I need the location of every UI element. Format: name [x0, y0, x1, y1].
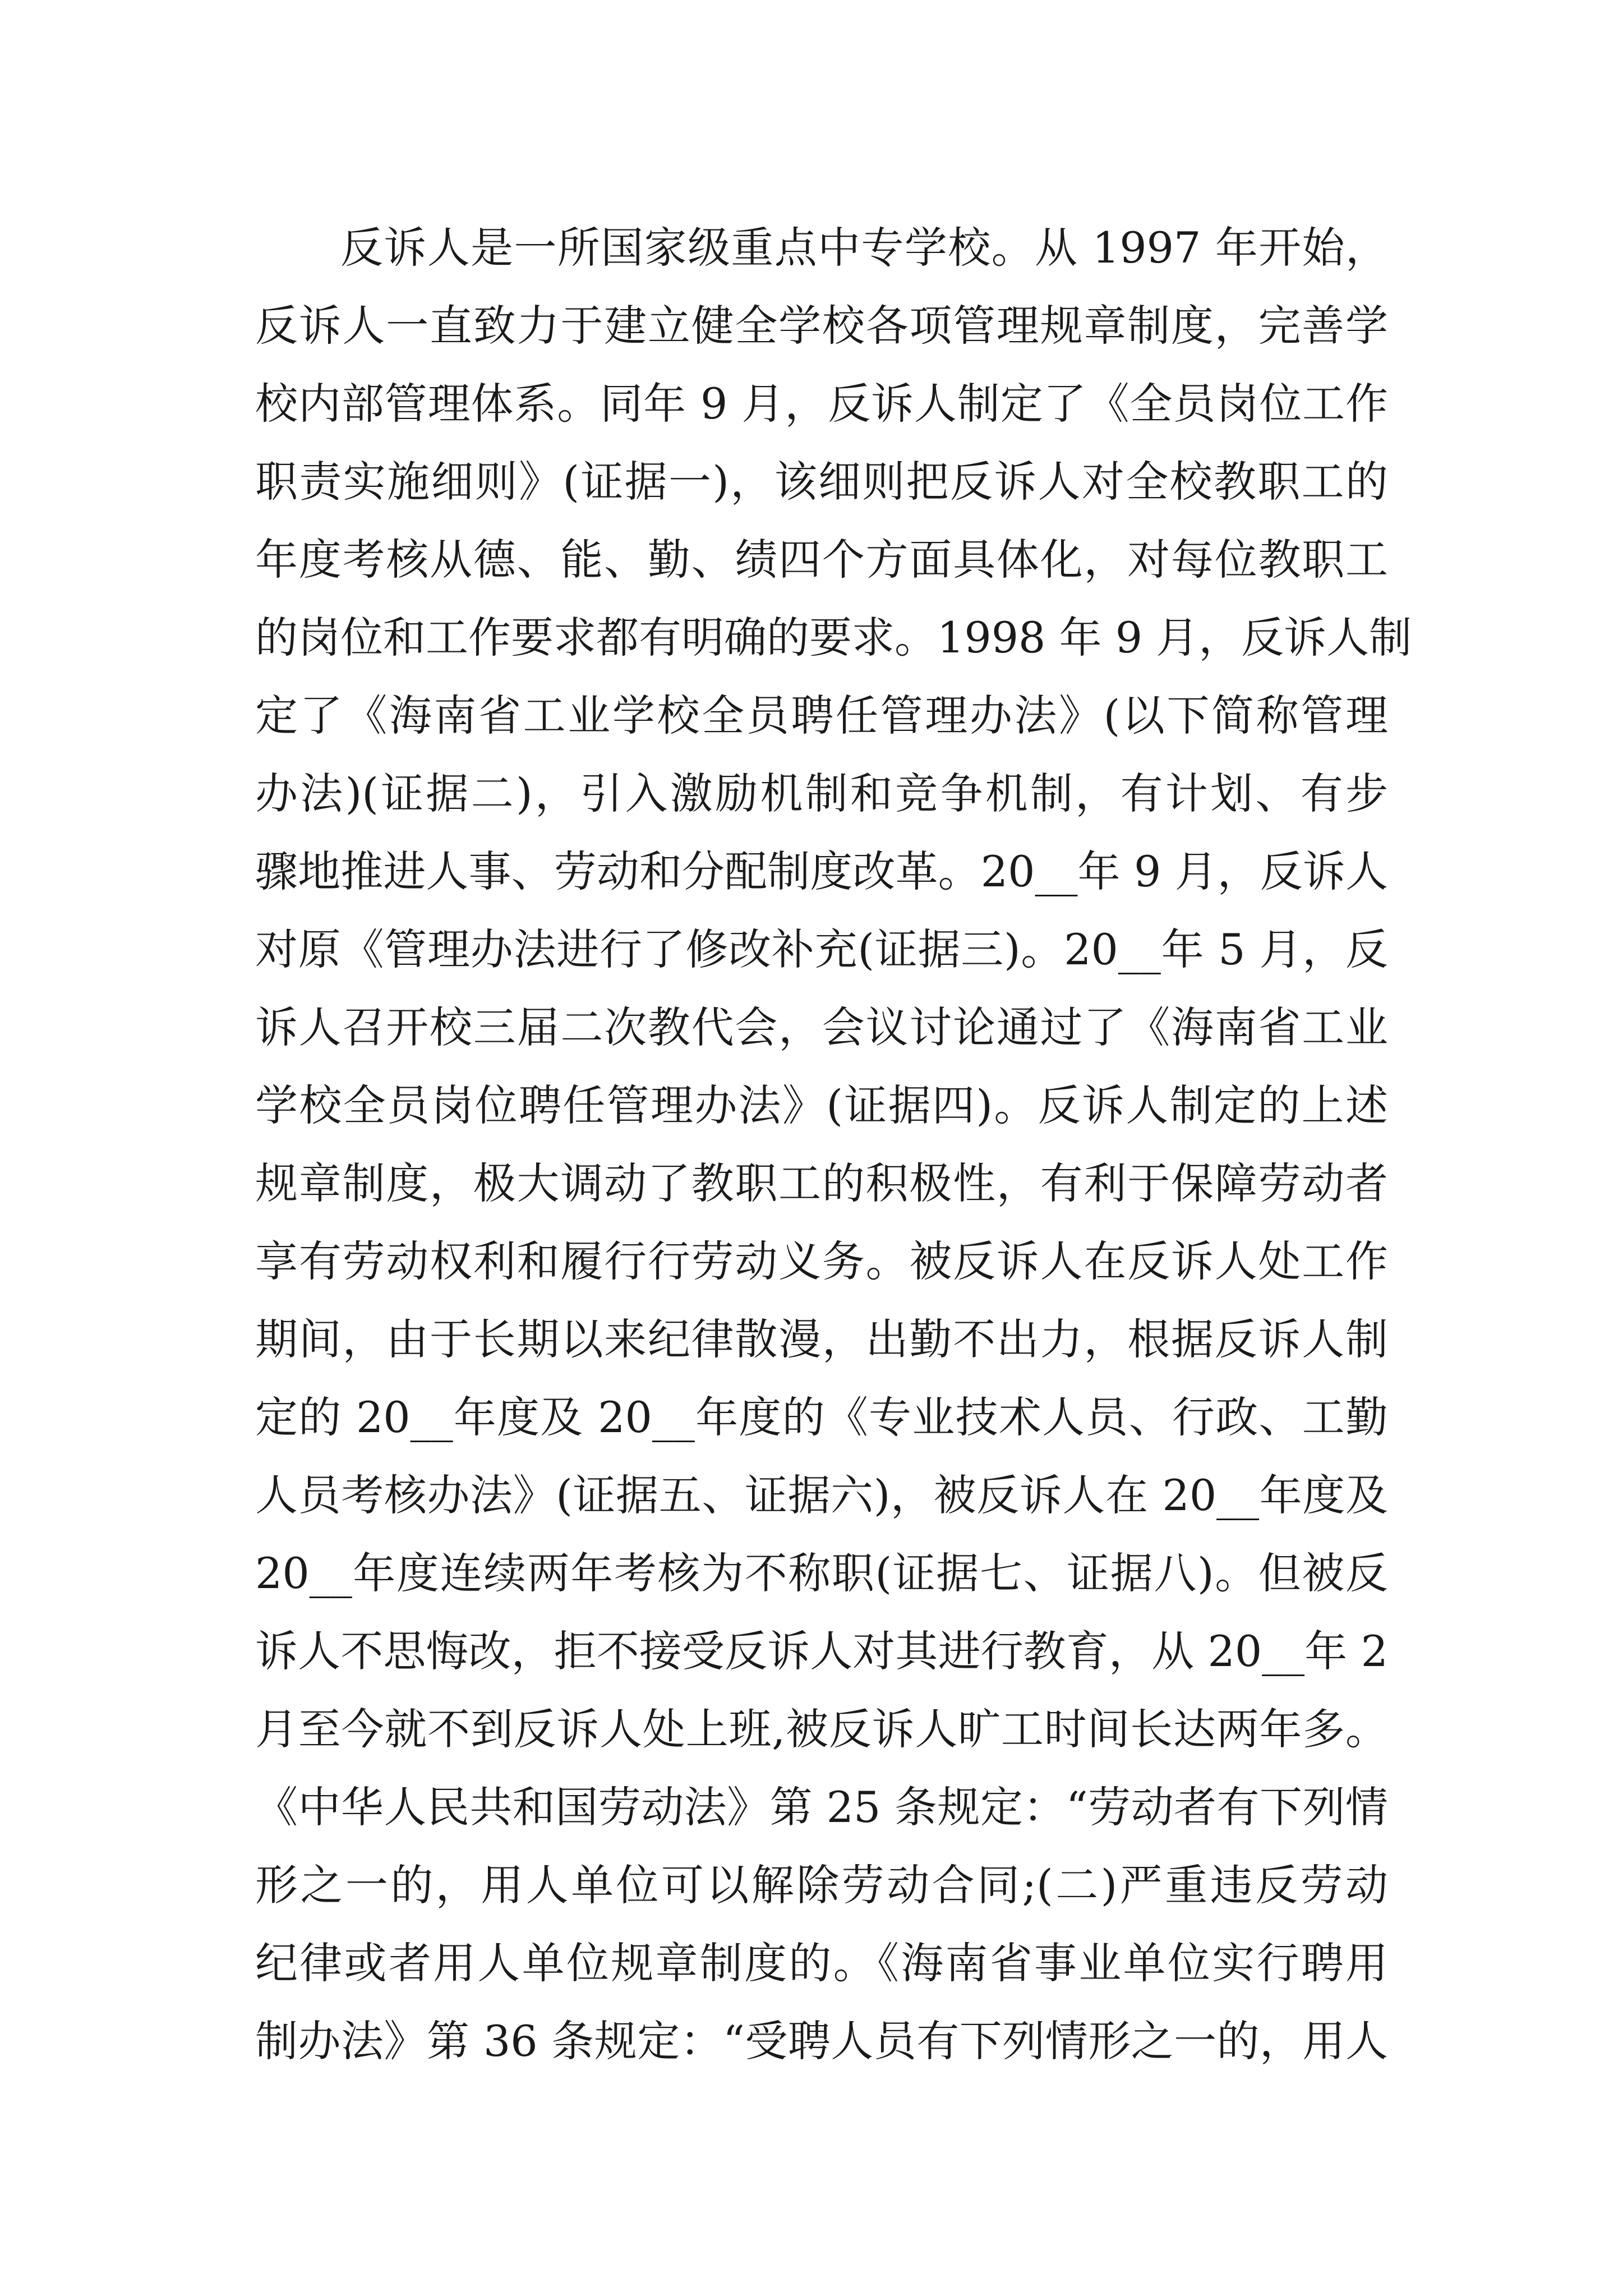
text-line: 期间，由于长期以来纪律散漫，出勤不出力，根据反诉人制	[255, 1314, 1388, 1364]
body-paragraph	[255, 209, 1412, 2080]
text-line: 纪律或者用人单位规章制度的。《海南省事业单位实行聘用	[255, 1938, 1388, 1988]
text-line: 月至今就不到反诉人处上班,被反诉人旷工时间长达两年多。	[255, 1704, 1388, 1754]
text-line: 年度考核从德、能、勤、绩四个方面具体化，对每位教职工	[255, 535, 1388, 585]
text-line: 制办法》第 36 条规定：“受聘人员有下列情形之一的，用人	[255, 2016, 1388, 2066]
text-line: 反诉人一直致力于建立健全学校各项管理规章制度，完善学	[255, 301, 1388, 351]
text-line: 的岗位和工作要求都有明确的要求。1998 年 9 月，反诉人制	[255, 613, 1412, 662]
text-line: 对原《管理办法进行了修改补充(证据三)。20__年 5 月，反	[255, 924, 1388, 974]
text-line: 形之一的，用人单位可以解除劳动合同;(二)严重违反劳动	[255, 1860, 1388, 1910]
text-line: 反诉人是一所国家级重点中专学校。从 1997 年开始，	[340, 223, 1388, 273]
text-line: 骤地推进人事、劳动和分配制度改革。20__年 9 月，反诉人	[255, 846, 1388, 896]
text-line: 20__年度连续两年考核为不称职(证据七、证据八)。但被反	[255, 1548, 1388, 1598]
text-line: 人员考核办法》(证据五、证据六)，被反诉人在 20__年度及	[255, 1470, 1388, 1520]
text-line: 享有劳动权利和履行行劳动义务。被反诉人在反诉人处工作	[255, 1236, 1388, 1286]
text-line: 诉人召开校三届二次教代会，会议讨论通过了《海南省工业	[255, 1002, 1388, 1052]
text-line: 定的 20__年度及 20__年度的《专业技术人员、行政、工勤	[255, 1392, 1388, 1442]
text-line: 《中华人民共和国劳动法》第 25 条规定：“劳动者有下列情	[255, 1782, 1388, 1832]
text-line: 学校全员岗位聘任管理办法》(证据四)。反诉人制定的上述	[255, 1080, 1388, 1130]
text-line: 规章制度，极大调动了教职工的积极性，有利于保障劳动者	[255, 1158, 1388, 1208]
text-line: 定了《海南省工业学校全员聘任管理办法》(以下简称管理	[255, 691, 1388, 740]
text-line: 校内部管理体系。同年 9 月，反诉人制定了《全员岗位工作	[255, 379, 1388, 429]
text-line: 职责实施细则》(证据一)，该细则把反诉人对全校教职工的	[255, 457, 1388, 507]
text-line: 诉人不思悔改，拒不接受反诉人对其进行教育，从 20__年 2	[255, 1626, 1388, 1676]
text-line: 办法)(证据二)，引入激励机制和竞争机制，有计划、有步	[255, 769, 1388, 818]
